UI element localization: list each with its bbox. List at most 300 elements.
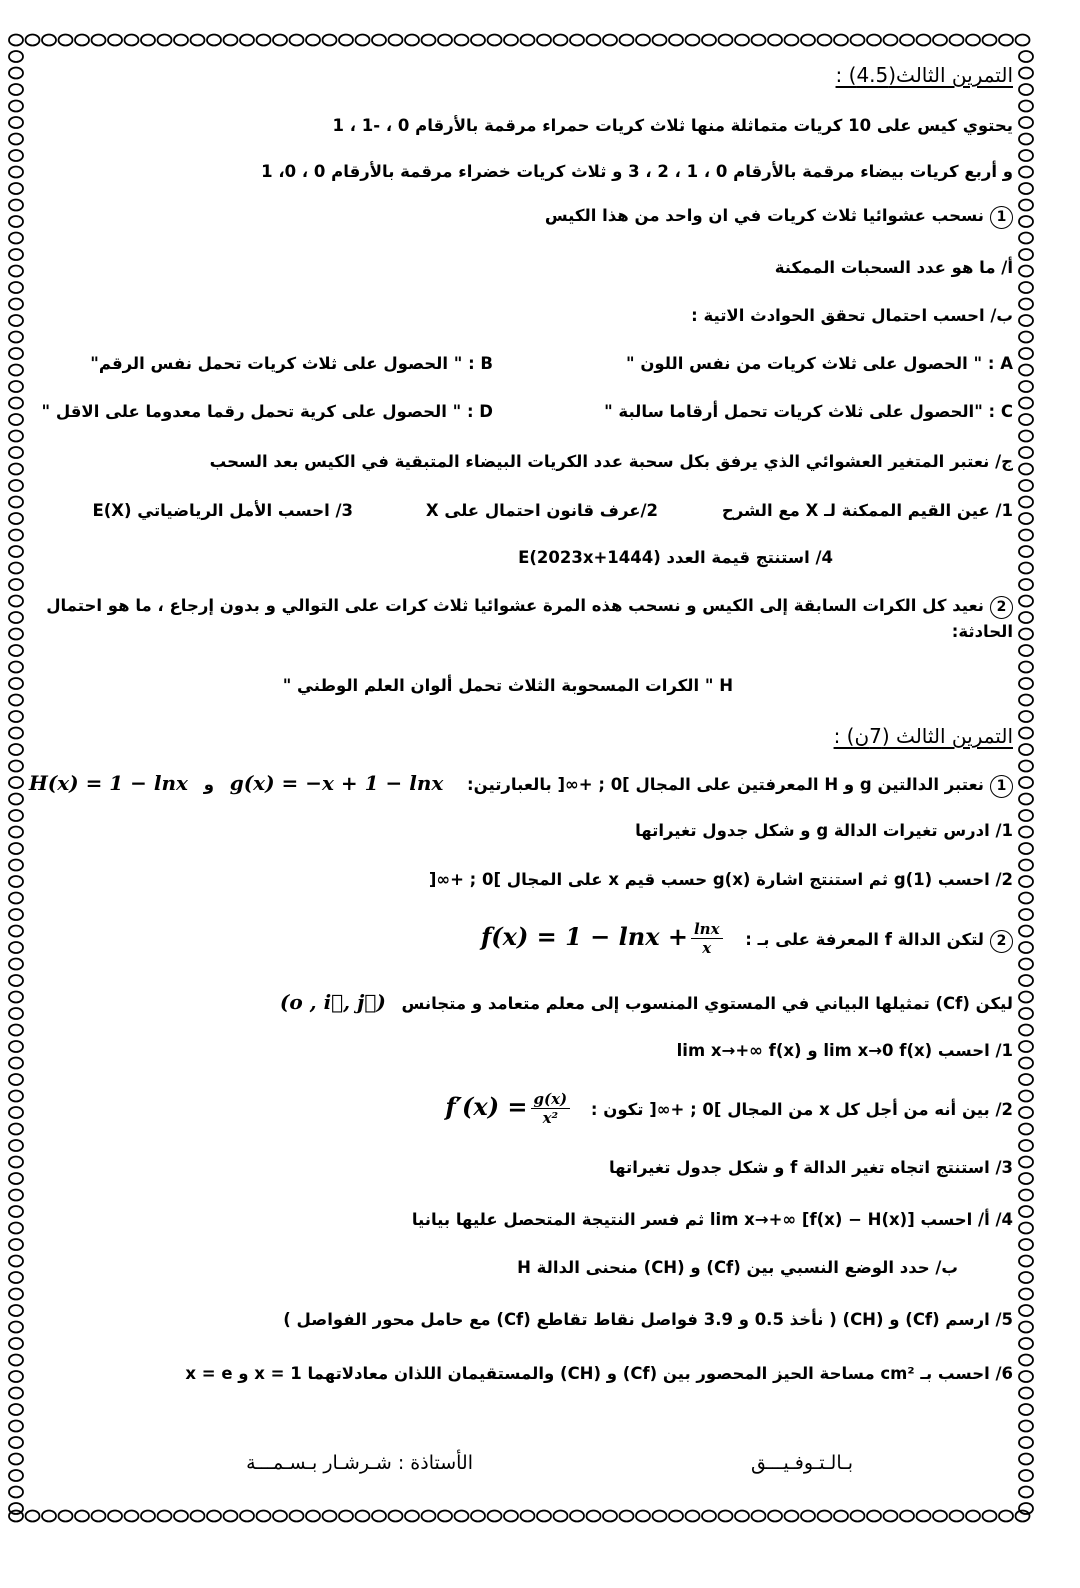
border-ring	[9, 1338, 23, 1349]
border-ring	[785, 1511, 799, 1522]
border-ring	[834, 1511, 848, 1522]
border-ring	[1019, 777, 1033, 788]
good-luck: بـالـتـوفـيـــق	[750, 1452, 853, 1474]
border-ring	[9, 563, 23, 574]
border-ring	[9, 893, 23, 904]
border-ring	[339, 1511, 353, 1522]
border-ring	[1019, 315, 1033, 326]
border-ring	[1019, 1355, 1033, 1366]
border-ring	[1019, 480, 1033, 491]
border-ring	[884, 1511, 898, 1522]
border-ring	[521, 35, 535, 46]
border-ring	[9, 612, 23, 623]
border-ring	[983, 35, 997, 46]
border-ring	[9, 926, 23, 937]
border-ring	[983, 1511, 997, 1522]
cf-text: ليكن (Cf) تمثيلها البياني في المستوي المنسوب إلى معلم متعامد و متجانس	[401, 994, 1013, 1013]
border-ring	[323, 35, 337, 46]
border-ring	[471, 35, 485, 46]
f-fraction-numerator: lnx	[691, 920, 723, 939]
border-ring	[9, 183, 23, 194]
border-ring	[735, 35, 749, 46]
border-ring	[1019, 1503, 1033, 1514]
border-ring	[9, 431, 23, 442]
border-ring	[9, 1322, 23, 1333]
border-ring	[488, 1511, 502, 1522]
border-ring	[702, 35, 716, 46]
border-ring	[950, 1511, 964, 1522]
border-ring	[9, 51, 23, 62]
border-ring	[636, 1511, 650, 1522]
border-ring	[999, 1511, 1013, 1522]
border-ring	[9, 117, 23, 128]
border-ring	[900, 1511, 914, 1522]
border-ring	[669, 1511, 683, 1522]
f-definition-left: f(x) = 1 − lnx +	[480, 922, 688, 951]
border-ring	[9, 282, 23, 293]
border-ring	[9, 134, 23, 145]
ex1-part1	[38, 206, 1013, 229]
border-ring	[306, 35, 320, 46]
border-ring	[9, 1008, 23, 1019]
border-ring	[1019, 1371, 1033, 1382]
border-ring	[257, 35, 271, 46]
border-ring	[1019, 860, 1033, 871]
border-ring	[9, 794, 23, 805]
border-ring	[59, 35, 73, 46]
border-ring	[1019, 530, 1033, 541]
border-ring	[1019, 101, 1033, 112]
border-ring	[207, 35, 221, 46]
border-ring	[9, 546, 23, 557]
border-ring	[438, 35, 452, 46]
border-ring	[9, 1470, 23, 1481]
border-ring	[9, 1421, 23, 1432]
border-ring	[273, 1511, 287, 1522]
border-ring	[587, 35, 601, 46]
border-ring	[9, 728, 23, 739]
border-ring	[9, 777, 23, 788]
border-ring	[801, 1511, 815, 1522]
ex2-q4a: 4/ أ/ احسب lim x→+∞ [f(x) − H(x)] ثم فسر النتيجة المتحصل عليها بيانيا	[411, 1210, 1013, 1229]
border-ring	[966, 35, 980, 46]
f-fraction	[691, 920, 723, 957]
border-ring	[9, 1206, 23, 1217]
border-ring	[92, 35, 106, 46]
border-ring	[9, 1272, 23, 1283]
border-ring	[9, 810, 23, 821]
border-ring	[125, 1511, 139, 1522]
border-ring	[620, 1511, 634, 1522]
border-ring	[1019, 909, 1033, 920]
border-ring	[455, 35, 469, 46]
border-ring	[1019, 975, 1033, 986]
border-ring	[9, 1041, 23, 1052]
f-definition	[480, 920, 726, 957]
border-ring	[1019, 1091, 1033, 1102]
event-c: C : "الحصول على ثلاث كريات تحمل أرقاما سالبة "	[604, 402, 1013, 421]
border-ring	[257, 1511, 271, 1522]
border-ring	[1019, 992, 1033, 1003]
border-ring	[9, 1107, 23, 1118]
border-ring	[9, 167, 23, 178]
ex1-question-a: أ/ ما هو عدد السحبات الممكنة	[774, 258, 1013, 277]
border-ring	[1019, 959, 1033, 970]
border-ring	[9, 1190, 23, 1201]
border-ring	[9, 150, 23, 161]
border-ring	[851, 1511, 865, 1522]
border-ring	[9, 1487, 23, 1498]
border-ring	[174, 35, 188, 46]
border-ring	[1019, 117, 1033, 128]
border-ring	[339, 35, 353, 46]
border-ring	[9, 1404, 23, 1415]
border-ring	[686, 1511, 700, 1522]
ex1-c1: 1/ عين القيم الممكنة لـ X مع الشرح	[721, 501, 1013, 520]
border-ring	[9, 662, 23, 673]
border-ring	[9, 101, 23, 112]
border-ring	[9, 975, 23, 986]
border-ring	[405, 35, 419, 46]
border-ring	[9, 1289, 23, 1300]
border-ring	[1019, 431, 1033, 442]
border-ring	[537, 1511, 551, 1522]
ex2-p1-q1: 1/ ادرس تغيرات الدالة g و شكل جدول تغيراتها	[635, 821, 1013, 840]
border-ring	[834, 35, 848, 46]
border-ring	[9, 1355, 23, 1366]
border-ring	[1019, 662, 1033, 673]
border-ring	[372, 1511, 386, 1522]
border-ring	[9, 1388, 23, 1399]
border-ring	[9, 695, 23, 706]
border-ring	[9, 200, 23, 211]
border-ring	[1019, 1338, 1033, 1349]
border-ring	[1019, 398, 1033, 409]
border-ring	[686, 35, 700, 46]
border-ring	[108, 1511, 122, 1522]
ex1-question-c: ج/ نعتبر المتغير العشوائي الذي يرفق بكل سحبة عدد الكريات البيضاء المتبقية في الكيس بعد السحب	[209, 452, 1013, 471]
border-ring	[1019, 563, 1033, 574]
border-ring	[1019, 728, 1033, 739]
border-ring	[9, 1256, 23, 1267]
border-ring	[9, 1371, 23, 1382]
border-ring	[1019, 84, 1033, 95]
border-ring	[1019, 1074, 1033, 1085]
ex1-c4: 4/ استنتج قيمة العدد E(2023x+1444)	[518, 548, 833, 567]
border-ring	[75, 35, 89, 46]
event-a: A : " الحصول على ثلاث كريات من نفس اللون "	[626, 354, 1013, 373]
border-ring	[933, 1511, 947, 1522]
border-ring	[768, 35, 782, 46]
border-ring	[9, 348, 23, 359]
border-ring	[9, 579, 23, 590]
border-ring	[636, 35, 650, 46]
border-ring	[9, 447, 23, 458]
border-ring	[207, 1511, 221, 1522]
border-ring	[9, 761, 23, 772]
border-ring	[1019, 596, 1033, 607]
border-ring	[141, 1511, 155, 1522]
border-ring	[1019, 216, 1033, 227]
border-ring	[9, 381, 23, 392]
border-ring	[422, 35, 436, 46]
border-ring	[389, 1511, 403, 1522]
ex2-part2-text: لتكن الدالة f المعرفة على بـ :	[745, 930, 984, 949]
border-ring	[1019, 299, 1033, 310]
border-ring	[1019, 761, 1033, 772]
border-ring	[1019, 68, 1033, 79]
event-d: D : " الحصول على كرية تحمل رقما معدوما على الاقل "	[41, 402, 493, 421]
border-ring	[1019, 810, 1033, 821]
border-ring	[9, 959, 23, 970]
border-ring	[9, 909, 23, 920]
border-ring	[240, 1511, 254, 1522]
border-ring	[26, 1511, 40, 1522]
border-ring	[141, 35, 155, 46]
border-ring	[75, 1511, 89, 1522]
border-ring	[851, 35, 865, 46]
border-ring	[1019, 447, 1033, 458]
border-ring	[950, 35, 964, 46]
border-ring	[719, 1511, 733, 1522]
border-ring	[917, 1511, 931, 1522]
border-ring	[92, 1511, 106, 1522]
border-ring	[554, 1511, 568, 1522]
border-ring	[603, 35, 617, 46]
border-ring	[1019, 629, 1033, 640]
border-ring	[9, 497, 23, 508]
border-ring	[933, 35, 947, 46]
border-ring	[9, 744, 23, 755]
border-ring	[1019, 1305, 1033, 1316]
border-ring	[1019, 1008, 1033, 1019]
border-ring	[1019, 266, 1033, 277]
border-ring	[9, 1239, 23, 1250]
circled-number-1: 1	[990, 775, 1013, 798]
border-ring	[1019, 678, 1033, 689]
border-ring	[9, 1223, 23, 1234]
border-ring	[1019, 233, 1033, 244]
border-ring	[9, 1437, 23, 1448]
border-ring	[356, 35, 370, 46]
f-prime-fraction	[531, 1090, 571, 1127]
border-ring	[1019, 1190, 1033, 1201]
border-ring	[158, 1511, 172, 1522]
border-ring	[9, 827, 23, 838]
border-ring	[1019, 1124, 1033, 1135]
border-ring	[290, 35, 304, 46]
border-ring	[1019, 843, 1033, 854]
h-definition: H(x) = 1 − lnx	[28, 771, 188, 795]
border-ring	[9, 711, 23, 722]
border-ring	[570, 35, 584, 46]
border-ring	[9, 1140, 23, 1151]
border-ring	[884, 35, 898, 46]
g-definition: g(x) = −x + 1 − lnx	[229, 771, 444, 795]
border-ring	[1019, 579, 1033, 590]
border-ring	[9, 480, 23, 491]
border-ring	[1019, 1140, 1033, 1151]
border-ring	[1019, 1058, 1033, 1069]
border-ring	[224, 35, 238, 46]
border-ring	[1019, 1157, 1033, 1168]
border-ring	[1019, 249, 1033, 260]
border-ring	[471, 1511, 485, 1522]
border-ring	[1019, 1437, 1033, 1448]
border-ring	[1019, 51, 1033, 62]
ex2-q1-limits: 1/ احسب lim x→0 f(x) و lim x→+∞ f(x)	[676, 1041, 1013, 1060]
border-ring	[9, 266, 23, 277]
border-ring	[9, 332, 23, 343]
border-ring	[1019, 744, 1033, 755]
border-ring	[9, 596, 23, 607]
border-ring	[224, 1511, 238, 1522]
border-ring	[966, 1511, 980, 1522]
f-prime-left: f′(x) =	[445, 1092, 528, 1121]
border-ring	[504, 1511, 518, 1522]
border-ring	[158, 35, 172, 46]
border-ring	[9, 942, 23, 953]
border-ring	[26, 35, 40, 46]
border-ring	[620, 35, 634, 46]
border-ring	[1019, 1388, 1033, 1399]
border-ring	[1019, 348, 1033, 359]
border-ring	[719, 35, 733, 46]
border-ring	[9, 315, 23, 326]
border-ring	[323, 1511, 337, 1522]
f-fraction-denominator: x	[702, 939, 712, 957]
border-ring	[1019, 645, 1033, 656]
border-ring	[1019, 1322, 1033, 1333]
border-ring	[9, 249, 23, 260]
border-ring	[9, 398, 23, 409]
border-ring	[9, 530, 23, 541]
border-ring	[9, 299, 23, 310]
border-ring	[1019, 1470, 1033, 1481]
ex2-part2	[38, 920, 1013, 957]
border-ring	[653, 1511, 667, 1522]
border-ring	[405, 1511, 419, 1522]
border-ring	[1019, 926, 1033, 937]
border-ring	[9, 1454, 23, 1465]
circled-number-2: 2	[990, 930, 1013, 953]
border-ring	[422, 1511, 436, 1522]
border-ring	[669, 35, 683, 46]
f-prime-denominator: x²	[542, 1109, 559, 1127]
f-prime-numerator: g(x)	[531, 1090, 571, 1109]
border-ring	[9, 860, 23, 871]
ex1-part1-text: نسحب عشوائيا ثلاث كريات في ان واحد من هذا الكيس	[544, 206, 984, 225]
border-ring	[1016, 35, 1030, 46]
border-ring	[191, 1511, 205, 1522]
border-ring	[9, 876, 23, 887]
border-ring	[867, 1511, 881, 1522]
border-ring	[1019, 612, 1033, 623]
border-ring	[125, 35, 139, 46]
border-ring	[587, 1511, 601, 1522]
border-ring	[1019, 1173, 1033, 1184]
border-ring	[9, 1503, 23, 1514]
border-ring	[818, 35, 832, 46]
exam-sheet	[28, 58, 1013, 1498]
border-ring	[735, 1511, 749, 1522]
conjunction-and: و	[203, 775, 214, 794]
border-ring	[9, 1157, 23, 1168]
border-ring	[1019, 1404, 1033, 1415]
border-ring	[306, 1511, 320, 1522]
event-b: B : " الحصول على ثلاث كريات تحمل نفس الرقم"	[90, 354, 493, 373]
border-ring	[9, 1124, 23, 1135]
border-ring	[818, 1511, 832, 1522]
teacher-name: الأستاذة : شـرشـار بـسـمـــة	[246, 1452, 473, 1474]
ex2-p1-q2: 2/ احسب g(1) ثم استنتج اشارة g(x) حسب قيم x على المجال ]0 ; +∞[	[428, 870, 1013, 889]
border-ring	[273, 35, 287, 46]
ex1-part2	[38, 596, 1013, 619]
border-ring	[108, 35, 122, 46]
border-ring	[9, 1091, 23, 1102]
border-ring	[521, 1511, 535, 1522]
border-ring	[1019, 200, 1033, 211]
border-ring	[917, 35, 931, 46]
border-ring	[504, 35, 518, 46]
border-ring	[867, 35, 881, 46]
border-ring	[1019, 167, 1033, 178]
ex1-part2-text: نعيد كل الكرات السابقة إلى الكيس و نسحب هذه المرة عشوائيا ثلاث كرات على التوالي و بدون إرجاع ، ما هو احتمال	[46, 596, 984, 615]
border-ring	[372, 35, 386, 46]
border-ring	[9, 68, 23, 79]
border-ring	[900, 35, 914, 46]
border-ring	[191, 35, 205, 46]
border-ring	[1019, 1107, 1033, 1118]
border-ring	[570, 1511, 584, 1522]
border-ring	[1019, 1025, 1033, 1036]
border-ring	[1019, 1289, 1033, 1300]
border-ring	[1019, 1487, 1033, 1498]
border-ring	[1019, 150, 1033, 161]
border-ring	[1019, 876, 1033, 887]
ex2-q2	[38, 1090, 1013, 1127]
border-ring	[1019, 1272, 1033, 1283]
border-ring	[1019, 546, 1033, 557]
border-ring	[240, 35, 254, 46]
border-ring	[488, 35, 502, 46]
ex1-c2: 2/عرف قانون احتمال على X	[425, 501, 658, 520]
border-ring	[290, 1511, 304, 1522]
ex1-intro-line1: يحتوي كيس على 10 كريات متماثلة منها ثلاث كريات حمراء مرقمة بالأرقام 0 ، -1 ، 1	[332, 116, 1013, 135]
border-ring	[702, 1511, 716, 1522]
ex1-part2-continued: الحادثة:	[951, 622, 1013, 641]
border-ring	[59, 1511, 73, 1522]
border-ring	[9, 414, 23, 425]
border-ring	[9, 1025, 23, 1036]
border-ring	[1019, 893, 1033, 904]
border-ring	[9, 629, 23, 640]
border-ring	[999, 35, 1013, 46]
border-ring	[42, 1511, 56, 1522]
ex2-part1	[28, 771, 1013, 798]
border-ring	[9, 678, 23, 689]
ex1-question-b: ب/ احسب احتمال تحقق الحوادث الاتية :	[691, 306, 1013, 325]
border-ring	[1019, 1206, 1033, 1217]
border-ring	[174, 1511, 188, 1522]
border-ring	[1019, 183, 1033, 194]
border-ring	[9, 464, 23, 475]
ex1-intro-line2: و أربع كريات بيضاء مرقمة بالأرقام 0 ، 1 ، 2 ، 3 و ثلاث كريات خضراء مرقمة بالأرقام 0 ، 0، 1	[261, 162, 1013, 181]
border-ring	[42, 35, 56, 46]
border-ring	[9, 1058, 23, 1069]
border-ring	[9, 35, 23, 46]
border-ring	[1019, 282, 1033, 293]
